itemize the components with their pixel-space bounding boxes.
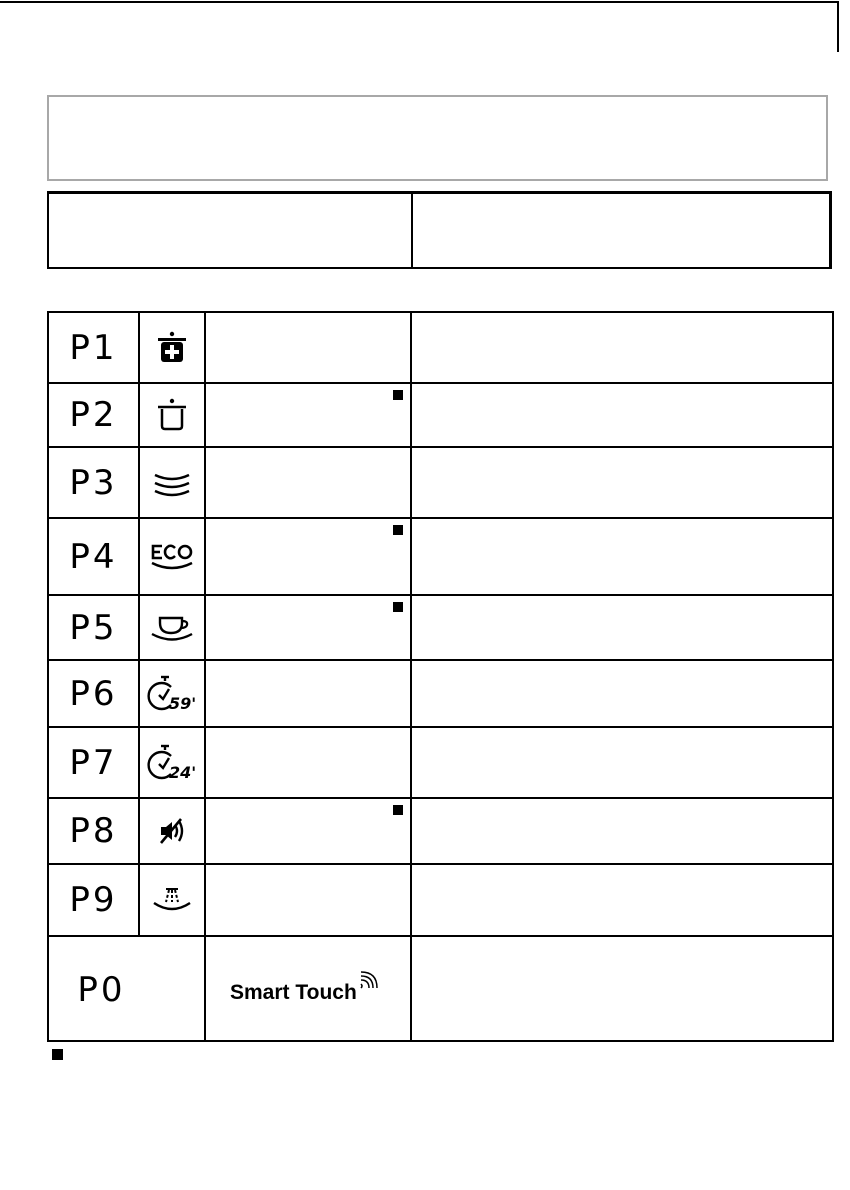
header-table: [47, 191, 832, 269]
program-code-cell: [49, 728, 140, 797]
program-name-cell: [206, 313, 412, 382]
program-code: P8: [69, 811, 118, 851]
program-row-p4: [49, 519, 832, 596]
program-row-p8: [49, 799, 832, 865]
program-desc-cell: [412, 313, 832, 382]
pot-plus-icon: [140, 313, 206, 382]
timer-icon: [140, 728, 206, 797]
program-code-cell: [49, 937, 206, 1042]
marker-square: [393, 390, 403, 400]
page-corner-line: [0, 0, 850, 60]
wireless-icon: [358, 969, 380, 991]
program-code-cell: [49, 799, 140, 863]
program-row-p1: [49, 313, 832, 384]
program-code-cell: [49, 448, 140, 517]
program-code: P2: [69, 395, 118, 435]
program-name-cell: [206, 596, 412, 659]
program-code-cell: [49, 661, 140, 726]
program-desc-cell: [412, 728, 832, 797]
spray-bowl-icon: [140, 865, 206, 935]
program-desc-cell: [412, 596, 832, 659]
programs-table: [47, 311, 834, 1042]
program-name-cell: [206, 448, 412, 517]
program-row-p2: [49, 384, 832, 448]
program-code-cell: [49, 519, 140, 594]
program-desc-cell: [412, 865, 832, 935]
timer-label: 59': [169, 693, 197, 713]
header-cell-left: [49, 194, 413, 267]
program-name-cell: [206, 519, 412, 594]
footnote-marker-square: [52, 1049, 63, 1060]
program-row-p3: [49, 448, 832, 519]
eco-icon: [140, 519, 206, 594]
smart-touch-text: Smart Touch: [230, 981, 357, 1004]
program-code: P6: [69, 673, 118, 714]
program-code: P3: [69, 462, 118, 503]
program-name-cell: [206, 865, 412, 935]
waves-icon: [140, 448, 206, 517]
program-code: P5: [69, 607, 118, 648]
marker-square: [393, 602, 403, 612]
cup-icon: [140, 596, 206, 659]
program-desc-cell: [412, 799, 832, 863]
program-code: P4: [69, 536, 118, 577]
program-desc-cell: [412, 384, 832, 446]
pot-icon: [140, 384, 206, 446]
program-code: P0: [77, 969, 126, 1010]
marker-square: [393, 525, 403, 535]
header-cell-right: [413, 194, 829, 267]
program-row-p7: [49, 728, 832, 799]
program-code: P1: [69, 327, 118, 368]
title-box: [47, 95, 828, 181]
marker-square: [393, 805, 403, 815]
program-row-p6: [49, 661, 832, 728]
timer-icon: [140, 661, 206, 726]
program-name-cell: [206, 661, 412, 726]
program-code: P7: [69, 742, 118, 783]
program-name-cell: [206, 799, 412, 863]
program-code-cell: [49, 596, 140, 659]
program-row-p9: [49, 865, 832, 937]
program-desc-cell: [412, 937, 832, 1042]
program-code-cell: [49, 865, 140, 935]
program-code-cell: [49, 384, 140, 446]
smart-touch-label: [230, 981, 380, 1005]
program-name-cell: [206, 728, 412, 797]
program-desc-cell: [412, 661, 832, 726]
timer-label: 24': [169, 762, 197, 782]
silent-icon: [140, 799, 206, 863]
program-name-cell: [206, 937, 412, 1042]
program-desc-cell: [412, 519, 832, 594]
program-row-p5: [49, 596, 832, 661]
program-code-cell: [49, 313, 140, 382]
program-desc-cell: [412, 448, 832, 517]
program-name-cell: [206, 384, 412, 446]
program-row-p0: [49, 937, 832, 1042]
program-code: P9: [69, 880, 118, 920]
